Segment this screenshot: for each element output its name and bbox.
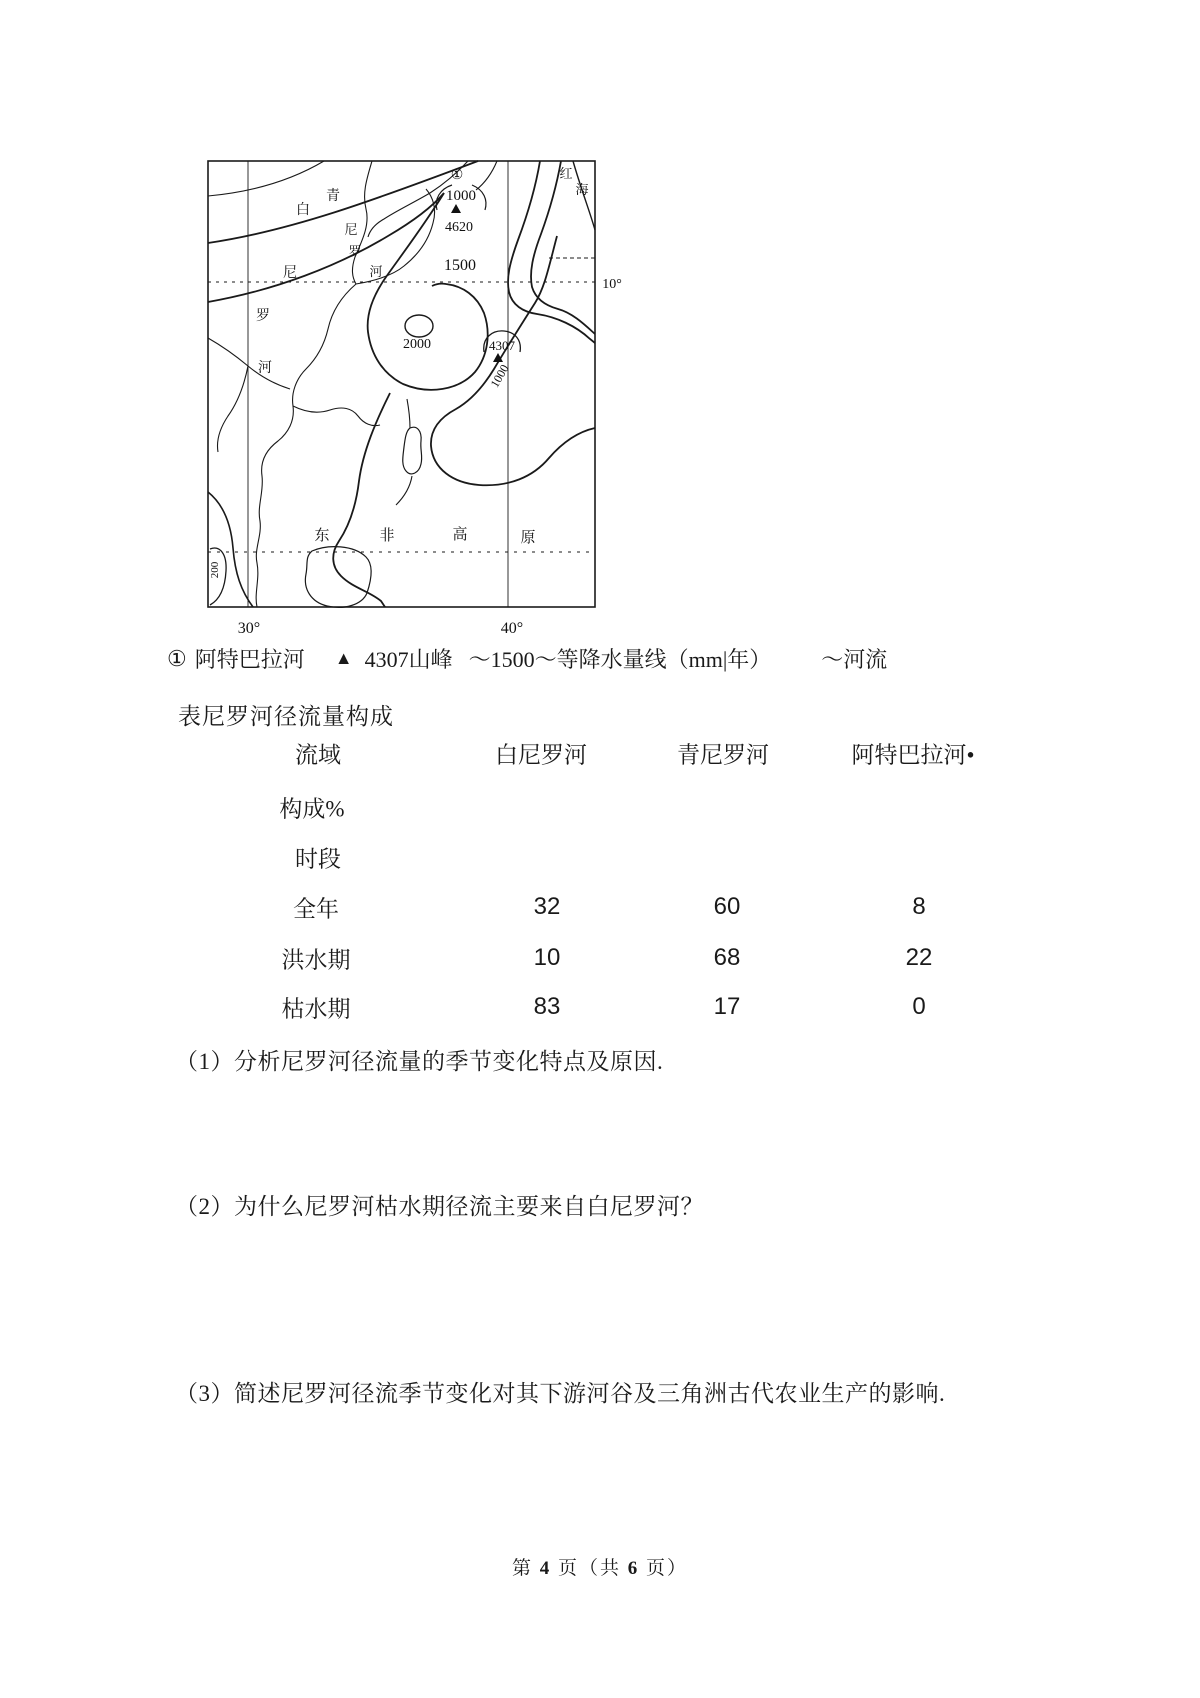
footer-text: 第 xyxy=(511,1558,533,1579)
isohyet-2000-label: 2000 xyxy=(403,337,431,352)
white-nile-label-4: 河 xyxy=(258,361,272,376)
legend-river-label: ～河流 xyxy=(821,647,888,672)
table-cell: 17 xyxy=(713,993,741,1020)
legend-atbara-river: 阿特巴拉河 xyxy=(194,647,305,672)
longitude-40-label: 40° xyxy=(500,620,524,637)
row-label-annual: 全年 xyxy=(293,896,339,922)
map-legend xyxy=(167,643,887,674)
row-label-flood: 洪水期 xyxy=(281,947,351,973)
plateau-label-3: 高 xyxy=(452,527,468,543)
legend-circle-marker: ① xyxy=(167,645,187,671)
table-cell: 83 xyxy=(533,993,561,1020)
isohyet-1000-label: 1000 xyxy=(446,188,476,204)
footer-text: 页） xyxy=(646,1558,689,1579)
longitude-30-label: 30° xyxy=(237,620,261,637)
latitude-10-label: 10° xyxy=(602,277,622,292)
red-sea-label-1: 红 xyxy=(559,166,573,181)
row-label-dry: 枯水期 xyxy=(281,996,351,1022)
table-corner-bottom: 时段 xyxy=(295,846,341,872)
precipitation-map xyxy=(185,145,625,640)
page-footer xyxy=(0,1553,1200,1580)
table-cell: 0 xyxy=(912,993,926,1020)
table-corner-top: 流域 xyxy=(295,742,341,768)
river-white-nile xyxy=(256,284,356,607)
plateau-label-1: 东 xyxy=(314,528,330,544)
question-3: （3）简述尼罗河径流季节变化对其下游河谷及三角洲古代农业生产的影响. xyxy=(175,1381,946,1406)
table-cell: 60 xyxy=(713,893,741,920)
footer-total-pages: 6 xyxy=(627,1558,640,1579)
question-2: （2）为什么尼罗河枯水期径流主要来自白尼罗河？ xyxy=(175,1194,704,1219)
atbara-marker-label: ① xyxy=(450,168,464,183)
table-cell: 32 xyxy=(533,893,561,920)
contour-line xyxy=(208,492,253,607)
table-header-atbara: 阿特巴拉河• xyxy=(851,742,975,768)
peak-4620-label: 4620 xyxy=(445,220,473,235)
lake-elongated xyxy=(403,427,422,474)
blue-nile-label-3: 罗 xyxy=(348,244,362,259)
table-title: 表尼罗河径流量构成 xyxy=(178,704,394,729)
footer-text: 页（共 xyxy=(557,1558,621,1579)
isohyet-1500-label: 1500 xyxy=(444,257,476,274)
contour-line xyxy=(208,193,444,302)
white-nile-label-2: 尼 xyxy=(283,266,297,281)
blue-nile-label-2: 尼 xyxy=(344,222,358,237)
river-line xyxy=(476,161,497,190)
question-1: （1）分析尼罗河径流量的季节变化特点及原因. xyxy=(175,1049,664,1074)
river-tributary xyxy=(208,338,290,389)
contour-line-2000 xyxy=(405,315,433,337)
table-header-blue-nile: 青尼罗河 xyxy=(677,742,769,768)
contour-line xyxy=(208,161,324,196)
table-cell: 8 xyxy=(912,893,926,920)
legend-peak-icon: ▲ xyxy=(334,648,353,668)
peak-4307-label: 4307 xyxy=(489,338,515,353)
table-cell: 22 xyxy=(905,944,933,971)
legend-isohyet-label: ～1500～等降水量线（mm|年） xyxy=(468,647,772,672)
isohyet-200-label: 200 xyxy=(209,561,221,579)
contour-line xyxy=(333,393,390,607)
map-svg xyxy=(185,145,625,640)
river-line xyxy=(396,399,412,505)
red-sea-label-2: 海 xyxy=(575,182,589,197)
footer-page-number: 4 xyxy=(539,1558,552,1579)
white-nile-label-1: 白 xyxy=(296,203,310,218)
blue-nile-label-4: 河 xyxy=(369,264,383,279)
peak-triangle-icon xyxy=(451,204,461,213)
table-cell: 68 xyxy=(713,944,741,971)
river-tributary xyxy=(293,406,380,426)
lake-tana xyxy=(305,547,371,608)
plateau-label-4: 原 xyxy=(520,530,536,546)
legend-peak-label: 4307山峰 xyxy=(364,647,453,672)
isohyet-1000b-label: 1000 xyxy=(487,362,512,390)
plateau-label-2: 非 xyxy=(379,528,395,544)
table-corner-mid: 构成% xyxy=(279,796,345,822)
blue-nile-label-1: 青 xyxy=(326,189,340,204)
table-cell: 10 xyxy=(533,944,561,971)
table-header-white-nile: 白尼罗河 xyxy=(495,742,587,768)
river-tributary xyxy=(217,366,248,452)
white-nile-label-3: 罗 xyxy=(256,309,270,324)
